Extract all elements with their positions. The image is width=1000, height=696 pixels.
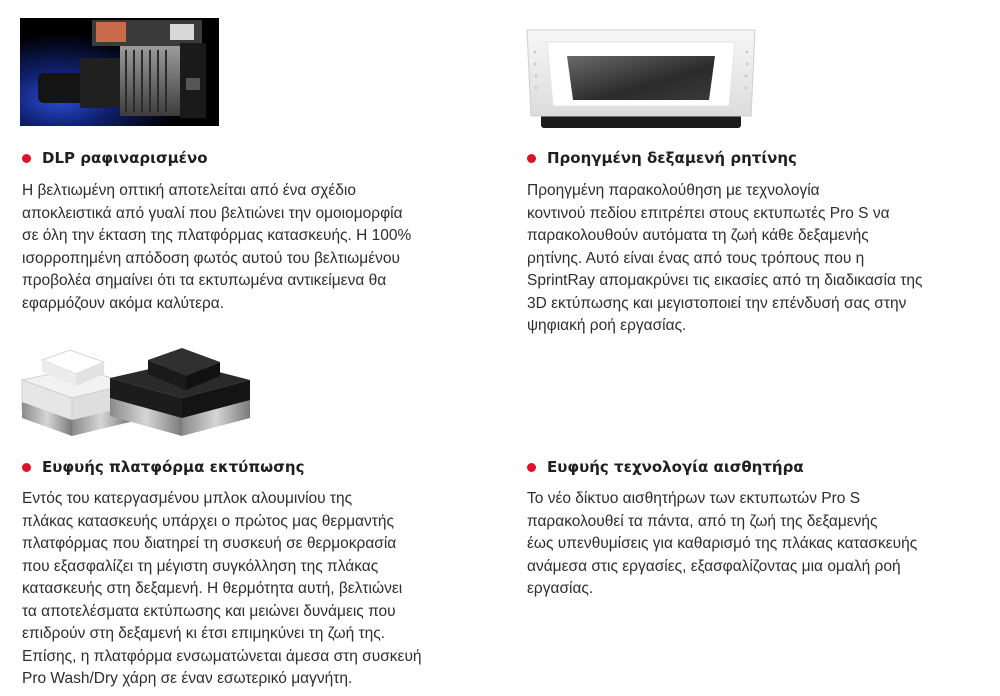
feature-dlp-description — [22, 180, 411, 315]
text-line: πλάκας κατασκευής υπάρχει ο πρώτος μας θερμαντής — [22, 512, 394, 530]
text-line: που εξασφαλίζει τη μέγιστη συγκόλληση της πλάκας — [22, 557, 379, 575]
text-line: Το νέο δίκτυο αισθητήρων των εκτυπωτών Pro S — [527, 490, 861, 507]
feature-build-platform-heading — [22, 458, 304, 476]
feature-sensor-heading — [527, 458, 804, 476]
text-line: ψηφιακή ροή εργασίας. — [527, 317, 687, 334]
text-line: Η βελτιωμένη οπτική αποτελείται από ένα σχέδιο — [22, 182, 356, 199]
feature-dlp-title: DLP ραφιναρισμένο — [42, 149, 208, 167]
text-line: τα αποτελέσματα εκτύπωσης και μειώνει δυνάμεις που — [22, 602, 396, 620]
dlp-light-engine-image — [20, 18, 219, 126]
text-line: προβολέα σημαίνει ότι τα εκτυπωμένα αντικείμενα θα — [22, 272, 387, 289]
build-platform-graphic — [20, 340, 250, 438]
text-line: έως υπενθυμίσεις για καθαρισμό της πλάκας κατασκευής — [527, 535, 918, 552]
text-line: Επίσης, η πλατφόρμα ενσωματώνεται άμεσα στη συσκευή — [22, 647, 422, 665]
text-line: παρακολουθούν αυτόματα τη ζωή κάθε δεξαμενής — [527, 227, 869, 244]
dlp-light-engine-graphic — [20, 18, 219, 126]
text-line: 3D εκτύπωσης και μεγιστοποιεί την επένδυσή σας στην — [527, 294, 907, 312]
text-line: εφαρμόζουν ακόμα καλύτερα. — [22, 294, 225, 312]
feature-sensor-description — [527, 488, 917, 601]
bullet-dot-icon — [527, 154, 536, 163]
text-line: κοντινού πεδίου επιτρέπει στους εκτυπωτές Pro S να — [527, 204, 890, 222]
text-line: σε όλη την έκταση της πλατφόρμας κατασκευής. Η 100% — [22, 227, 412, 244]
feature-build-platform-description — [22, 488, 422, 691]
bullet-dot-icon — [22, 154, 31, 163]
text-line: Εντός του κατεργασμένου μπλοκ αλουμινίου της — [22, 490, 353, 507]
feature-dlp-heading — [22, 149, 208, 167]
text-line: Προηγμένη παρακολούθηση με τεχνολογία — [527, 182, 820, 199]
text-line: ρητίνης. Αυτό είναι ένας από τους τρόπους που η — [527, 249, 865, 267]
bullet-dot-icon — [527, 463, 536, 472]
text-line: Pro Wash/Dry χάρη σε έναν εσωτερικό μαγνήτη. — [22, 670, 353, 687]
feature-resin-tank-description — [527, 180, 922, 338]
text-line: ανάμεσα στις εργασίες, εξασφαλίζοντας μια ομαλή ροή — [527, 557, 901, 575]
text-line: αποκλειστικά από γυαλί που βελτιώνει την ομοιομορφία — [22, 204, 403, 222]
feature-resin-tank-title: Προηγμένη δεξαμενή ρητίνης — [547, 149, 797, 167]
build-platform-image — [20, 340, 250, 438]
bullet-dot-icon — [22, 463, 31, 472]
text-line: επιδρούν στη δεξαμενή κι έτσι επιμηκύνει τη ζωή της. — [22, 625, 386, 642]
resin-tank-graphic — [525, 22, 757, 130]
feature-sensor-title: Ευφυής τεχνολογία αισθητήρα — [547, 458, 804, 476]
text-line: SprintRay απομακρύνει τις εικασίες από τη διαδικασία της — [527, 272, 923, 289]
resin-tank-image — [525, 22, 757, 130]
feature-build-platform-title: Ευφυής πλατφόρμα εκτύπωσης — [42, 458, 305, 476]
text-line: ισορροπημένη απόδοση φωτός αυτού του βελτιωμένου — [22, 249, 400, 267]
feature-resin-tank-heading — [527, 149, 797, 167]
text-line: παρακολουθεί τα πάντα, από τη ζωή της δεξαμενής — [527, 512, 878, 530]
text-line: εργασίας. — [527, 580, 594, 597]
text-line: πλατφόρμας που διατηρεί τη συσκευή σε θερμοκρασία — [22, 535, 397, 552]
text-line: κατασκευής στη δεξαμενή. Η θερμότητα αυτή, βελτιώνει — [22, 580, 403, 597]
